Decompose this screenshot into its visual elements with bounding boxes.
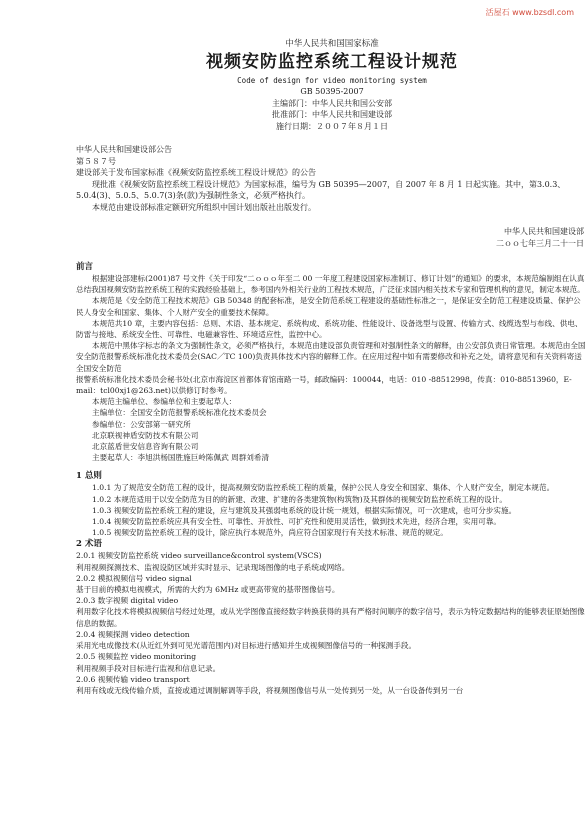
announcement-org: 中华人民共和国建设部公告 xyxy=(76,145,172,154)
document-title: 视频安防监控系统工程设计规范 xyxy=(206,52,458,72)
term-title: 2.0.3 数字视频 digital video xyxy=(76,596,179,606)
section-terms xyxy=(76,538,588,696)
participating-unit: 北京蓝盾世安信息咨询有限公司 xyxy=(92,442,199,452)
announcement-number: 第５８７号 xyxy=(76,156,116,166)
preface-paragraph: 本规范主编单位、参编单位和主要起草人： xyxy=(92,397,237,407)
section-general xyxy=(76,470,588,538)
term-title: 2.0.5 视频监控 video monitoring xyxy=(76,652,197,662)
clause: 1.0.1 为了规范安全防范工程的设计，提高视频安防监控系统工程的质量，保护公民人身安全和国家、集体、个人财产安全，制定本规范。 xyxy=(92,483,555,493)
term-definition: 利用有线或无线传输介质，直接或通过调制解调等手段，将视频图像信号从一处传到另一处，从一台设备传到另一台 xyxy=(76,685,464,695)
term-definition: 利用视频探测技术、监视设防区域并实时显示、记录现场图像的电子系统或网络。 xyxy=(76,562,350,572)
approving-department: 批准部门：中华人民共和国建设部 xyxy=(272,110,392,119)
term-title: 2.0.6 视频传输 video transport xyxy=(76,674,190,684)
effective-date: 施行日期：２００７年８月１日 xyxy=(276,121,388,131)
participating-unit: 北京联视神盾安防技术有限公司 xyxy=(92,430,199,440)
term-definition: 利用数字化技术将模拟视频信号经过处理，或从光学图像直接经数字转换获得的具有严格时间顺序的数字信号，表示为特定数据结构的能够表征原始图像信息的数据。 xyxy=(76,607,585,628)
main-drafters: 主要起草人：李旭洪杨国胜施巨岭陈佩武 周群刘希清 xyxy=(92,453,270,463)
standard-code: GB 50395-2007 xyxy=(300,87,364,96)
clause: 1.0.2 本规范适用于以安全防范为目的的新建、改建、扩建的各类建筑物(构筑物)及其群体的视频安防监控系统工程的设计。 xyxy=(92,494,507,504)
preface-paragraph: 报警系统标准化技术委员会秘书处(北京市海淀区首都体育馆南路一号，邮政编码：100044，电话：010 -88512998，传真：010-88513960，E-mail：tcl00xj1@263.net)以供修订时参考。 xyxy=(76,374,572,396)
announcement-section xyxy=(76,144,588,213)
document-header xyxy=(76,38,588,132)
announcement-body-1: 现批准《视频安防监控系统工程设计规范》为国家标准，编号为 GB 50395—2007，自 2007 年 8 月 1 日起实施。其中，第3.0.3、5.0.4(3)、5.0.5、5.0.7(3)条(款)为强制性条文，必须严格执行。 xyxy=(76,179,566,200)
english-subtitle: Code of design for video monitoring system xyxy=(237,76,427,85)
term-definition: 基于目前的模拟电视模式，所需的大约为 6MHz 或更高带宽的基带图像信号。 xyxy=(76,585,340,595)
preface-paragraph: 本规范共10 章，主要内容包括：总则、术语、基本规定、系统构成、系统功能、性能设计、设备选型与设置、传输方式、线缆选型与布线、供电、防雷与接地、系统安全性、可靠性、电磁兼容性、环境适应性，监控中心。 xyxy=(76,318,583,340)
announcement-subject: 建设部关于发布国家标准《视频安防监控系统工程设计规范》的公告 xyxy=(76,168,316,177)
section-heading: 2 术语 xyxy=(76,539,102,550)
document-meta xyxy=(76,86,588,132)
signature-block xyxy=(76,226,588,249)
term-title: 2.0.4 视频探测 video detection xyxy=(76,629,190,639)
participating-unit: 参编单位：公安部第一研究所 xyxy=(92,419,191,429)
clause: 1.0.4 视频安防监控系统应具有安全性、可靠性、开放性、可扩充性和使用灵活性，做到技术先进，经济合理，实用可靠。 xyxy=(92,517,502,527)
term-title: 2.0.2 模拟视频信号 video signal xyxy=(76,573,192,583)
signature-org: 中华人民共和国建设部 xyxy=(504,227,584,236)
clause: 1.0.5 视频安防监控系统工程的设计，除应执行本规范外，尚应符合国家现行有关技术标准、规范的规定。 xyxy=(92,528,448,538)
preface-section xyxy=(76,261,588,463)
site-watermark: 活屋石 www.bzsdl.com xyxy=(485,8,574,17)
signature-date: 二ｏｏ七年三月二十一日 xyxy=(496,238,584,248)
preface-heading: 前言 xyxy=(76,262,94,272)
preface-paragraph: 本规范中黑体字标志的条文为强制性条文，必须严格执行，本规范由建设部负责管理和对强制性条文的解释，由公安部负责日常管理。本规范由全国安全防范报警系统标准化技术委员会(SAC／TC 100)负责具体技术内容的解释工作。在应用过程中如有需要修改和补充之处，请将意见和有关资料寄送全国安全防范 xyxy=(76,341,586,373)
announcement-body-2: 本规范由建设部标准定额研究所组织中国计划出版社出版发行。 xyxy=(92,202,316,212)
document-page xyxy=(76,38,588,696)
term-definition: 利用视频手段对目标进行监视和信息记录。 xyxy=(76,663,221,673)
term-definition: 采用光电成像技术(从近红外到可见光谱范围内)对目标进行感知并生成视频图像信号的一种探测手段。 xyxy=(76,641,417,651)
section-heading: 1 总则 xyxy=(76,471,102,482)
preface-paragraph: 根据建设部建标(2001)87 号文件《关于印发“二ｏｏｏ年至二 00 一年度工程建设国家标准制订、修订计划”的通知》的要求，本规范编制组在认真总结我国视频安防监控系统工程的实践经验基础上，参考国内外相关行业的工程技术规范，广泛征求国内相关技术专家和管理机构的意见，制定本规范。 xyxy=(76,274,585,295)
term-title: 2.0.1 视频安防监控系统 video surveillance&control system(VSCS) xyxy=(76,551,322,561)
chief-editor-unit: 主编单位：全国安全防范报警系统标准化技术委员会 xyxy=(92,408,267,418)
clause: 1.0.3 视频安防监控系统工程的建设，应与建筑及其强弱电系统的设计统一规划，根据实际情况，可一次建成，也可分步实施。 xyxy=(92,505,517,515)
editing-department: 主编部门：中华人民共和国公安部 xyxy=(272,98,392,108)
issuer-line: 中华人民共和国国家标准 xyxy=(285,39,379,49)
preface-paragraph: 本规范是《安全防范工程技术规范》GB 50348 的配套标准，是安全防范系统工程建设的基础性标准之一，是保证安全防范工程建设质量、保护公民人身安全和国家、集体、个人财产安全的重要技术保障。 xyxy=(76,296,581,317)
